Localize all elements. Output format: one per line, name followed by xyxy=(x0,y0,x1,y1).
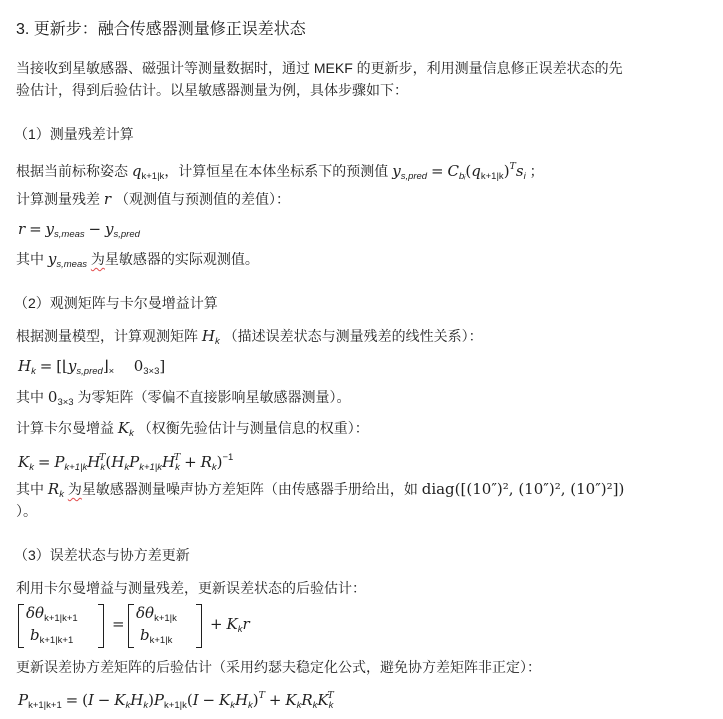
s1-line-2: 计算测量残差 r （观测值与预测值的差值）： xyxy=(16,190,290,208)
section-title: 3. 更新步：融合传感器测量修正误差状态 xyxy=(16,21,306,38)
s2-line-7: ）。 xyxy=(16,503,37,519)
h-matrix-equation: $H_k$ = [$⌊y_{s,pred}⌋_\times$ $0_{3\times 3}$] xyxy=(18,357,166,377)
subsection-3-title: （3）误差状态与协方差更新 xyxy=(14,547,190,563)
intro-line-1: 当接收到星敏感器、磁强计等测量数据时，通过 MEKF 的更新步，利用测量信息修正误差状态的先 xyxy=(16,60,623,76)
covariance-update-equation: $P_{k+1|k+1} = (I - K_kH_k)P_{k+1|k}(I - K_kH_k)^T + K_kR_kK_k^T$ xyxy=(18,690,334,711)
subsection-1-title: （1）测量残差计算 xyxy=(14,126,134,142)
s2-line-4: 计算卡尔曼增益 $K_k$ （权衡先验估计与测量信息的权重）： xyxy=(16,419,369,439)
s1-line-4: 其中 $y_{s,meas}$ 为星敏感器的实际观测值。 xyxy=(16,250,259,270)
s2-line-3: 其中 $0_{3\times 3}$ 为零矩阵（零偏不直接影响星敏感器测量）。 xyxy=(16,388,351,408)
residual-equation: $r = y_{s,meas} - y_{s,pred}$ xyxy=(18,220,140,240)
s2-line-1: 根据测量模型，计算观测矩阵 $H_k$ （描述误差状态与测量残差的线性关系）： xyxy=(16,327,483,347)
s1-line-1: 根据当前标称姿态 $q_{k+1|k}$，计算恒星在本体坐标系下的预测值 $y_{s,pred} = C_{bᵢ}(q_{k+1|k})^Ts_i$ ； xyxy=(16,161,544,182)
s3-line-1: 利用卡尔曼增益与测量残差，更新误差状态的后验估计： xyxy=(16,580,366,596)
state-update-equation: $\delta\theta_{k+1|k+1}$ $b_{k+1|k+1}$ = $\delta\theta_{k+1|k}$ $b_{k+1|k}$ + $K_kr$ xyxy=(18,602,258,648)
s2-line-6: 其中 $R_k$ 为星敏感器测量噪声协方差矩阵（由传感器手册给出，如 diag([(10″)², (10″)², (10″)²]) xyxy=(16,480,625,500)
kalman-gain-equation: $K_k = P_{k+1|k}H_k^T(H_kP_{k+1|k}H_k^T + R_k)^{-1}$ xyxy=(18,452,234,473)
intro-line-2: 验估计，得到后验估计。以星敏感器测量为例，具体步骤如下： xyxy=(16,82,408,98)
s3-line-3: 更新误差协方差矩阵的后验估计（采用约瑟夫稳定化公式，避免协方差矩阵非正定）： xyxy=(16,659,541,675)
subsection-2-title: （2）观测矩阵与卡尔曼增益计算 xyxy=(14,295,218,311)
